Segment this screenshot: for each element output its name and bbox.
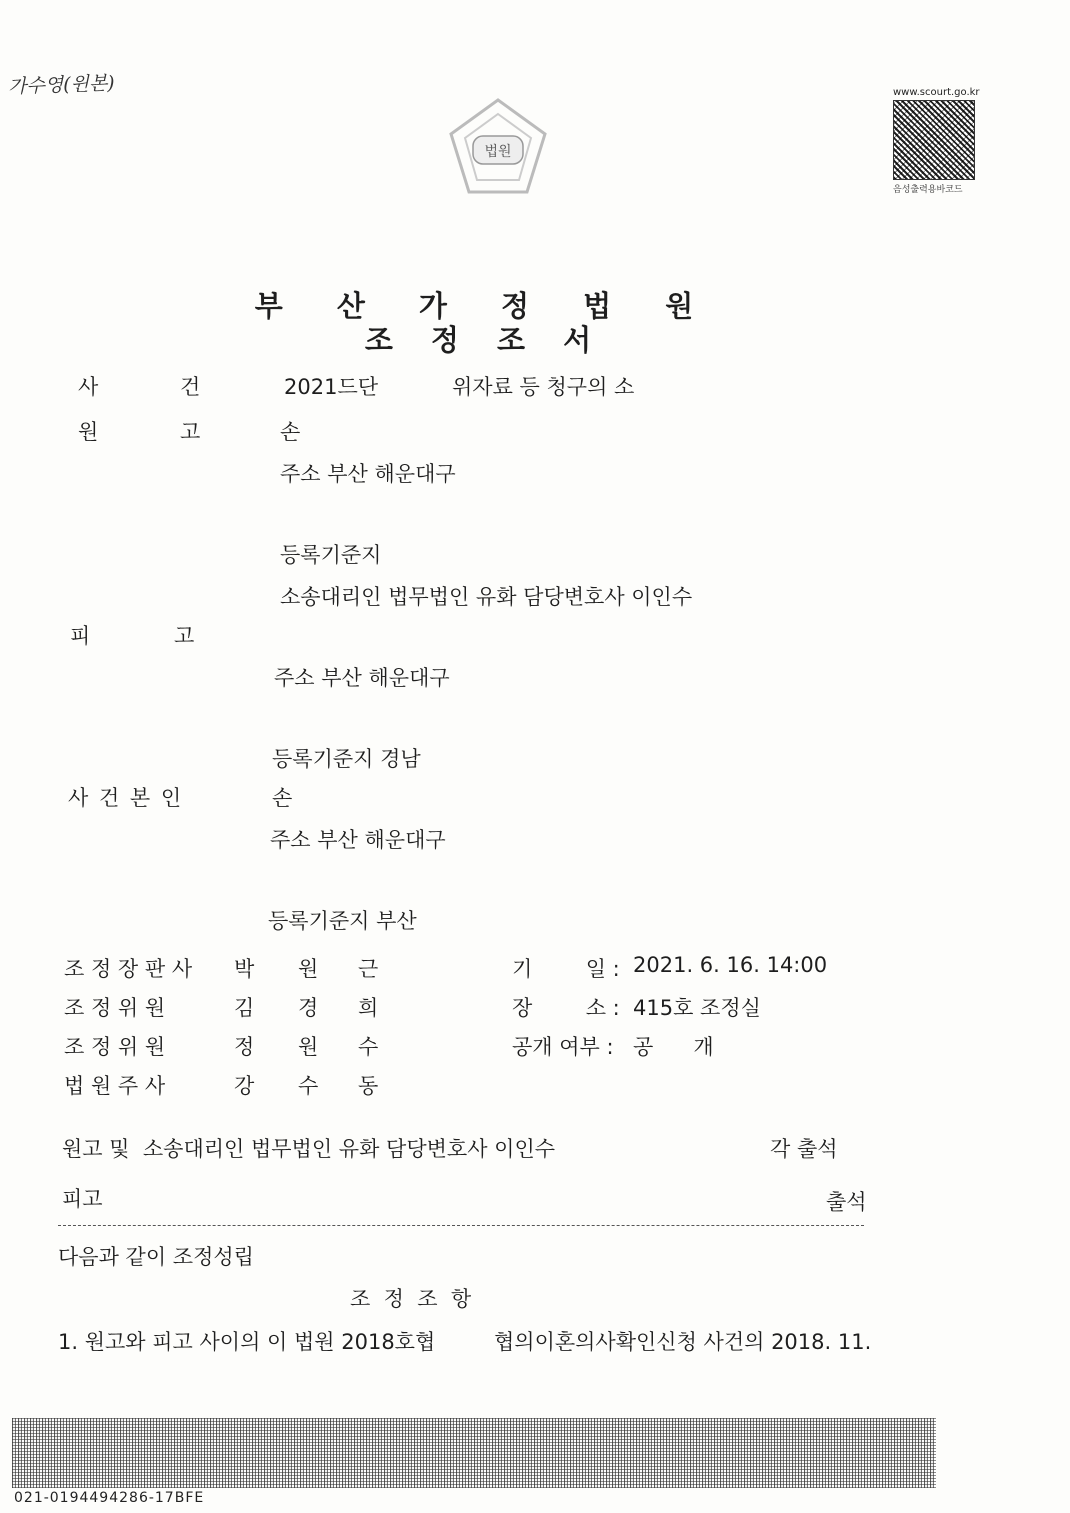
qr-caption: 음성출력용바코드: [893, 185, 963, 195]
divider: [58, 1225, 864, 1226]
official-name-3: 근: [358, 957, 379, 981]
official-name-3: 동: [358, 1074, 379, 1098]
hearing-date-label: 기 일 :: [512, 957, 620, 981]
official-name-2: 원: [298, 957, 319, 981]
official-name-3: 희: [358, 996, 379, 1020]
attendance-status: 출석: [826, 1190, 867, 1214]
principal-name: 손: [272, 786, 293, 810]
hearing-date: 2021. 6. 16. 14:00: [633, 953, 828, 977]
document-title: 조 정 조 서: [364, 323, 606, 357]
barcode-id: 021-0194494286-17BFE: [14, 1490, 205, 1506]
official-name-2: 수: [298, 1074, 319, 1098]
official-name-1: 박: [234, 957, 255, 981]
official-name-3: 수: [358, 1035, 379, 1059]
plaintiff-counsel: 소송대리인 법무법인 유화 담당변호사 이인수: [280, 585, 693, 609]
official-name-1: 김: [234, 996, 255, 1020]
case-name: 위자료 등 청구의 소: [452, 375, 635, 399]
defendant-address: 주소 부산 해운대구: [274, 666, 450, 690]
defendant-label-a: 피: [70, 624, 91, 648]
plaintiff-name: 손: [280, 420, 301, 444]
clause-1-part-2: 협의이혼의사확인신청 사건의 2018. 11.: [494, 1330, 872, 1354]
clause-1-part-1: 1. 원고와 피고 사이의 이 법원 2018호협: [58, 1330, 436, 1354]
official-name-2: 경: [298, 996, 319, 1020]
plaintiff-address: 주소 부산 해운대구: [280, 462, 456, 486]
section-title: 조 정 조 항: [350, 1287, 472, 1311]
seal-text: 법원: [484, 144, 512, 160]
official-role: 법 원 주 사: [64, 1074, 166, 1098]
plaintiff-label-a: 원: [78, 420, 99, 444]
qr-code-icon: [893, 100, 975, 180]
official-role: 조 정 위 원: [64, 996, 166, 1020]
publicity-label: 공개 여부 :: [512, 1035, 614, 1059]
attendance-who: 원고 및 소송대리인 법무법인 유화 담당변호사 이인수: [62, 1137, 556, 1161]
conclusion: 다음과 같이 조정성립: [58, 1245, 254, 1269]
case-label-b: 건: [180, 375, 201, 399]
attendance-status: 각 출석: [770, 1137, 838, 1161]
plaintiff-registry: 등록기준지: [280, 543, 382, 567]
qr-url: www.scourt.go.kr: [893, 87, 980, 98]
court-emblem-icon: [443, 94, 553, 200]
principal-label: 사 건 본 인: [68, 786, 184, 810]
plaintiff-label-b: 고: [180, 420, 201, 444]
hearing-place: 415호 조정실: [633, 996, 761, 1020]
defendant-registry: 등록기준지 경남: [272, 747, 421, 771]
official-role: 조 정 위 원: [64, 1035, 166, 1059]
publicity-value: 공 개: [633, 1035, 714, 1059]
case-label-a: 사: [78, 375, 99, 399]
handwritten-note: 가수영(윈본): [7, 72, 116, 98]
case-number: 2021드단: [284, 375, 379, 399]
official-role: 조 정 장 판 사: [64, 957, 193, 981]
principal-address: 주소 부산 해운대구: [270, 828, 446, 852]
defendant-label-b: 고: [174, 624, 195, 648]
hearing-place-label: 장 소 :: [512, 996, 620, 1020]
official-name-1: 정: [234, 1035, 255, 1059]
attendance-who: 피고: [62, 1187, 103, 1211]
court-title: 부 산 가 정 법 원: [254, 289, 716, 323]
security-barcode-strip: [12, 1418, 936, 1488]
official-name-1: 강: [234, 1074, 255, 1098]
principal-registry: 등록기준지 부산: [268, 909, 417, 933]
official-name-2: 원: [298, 1035, 319, 1059]
